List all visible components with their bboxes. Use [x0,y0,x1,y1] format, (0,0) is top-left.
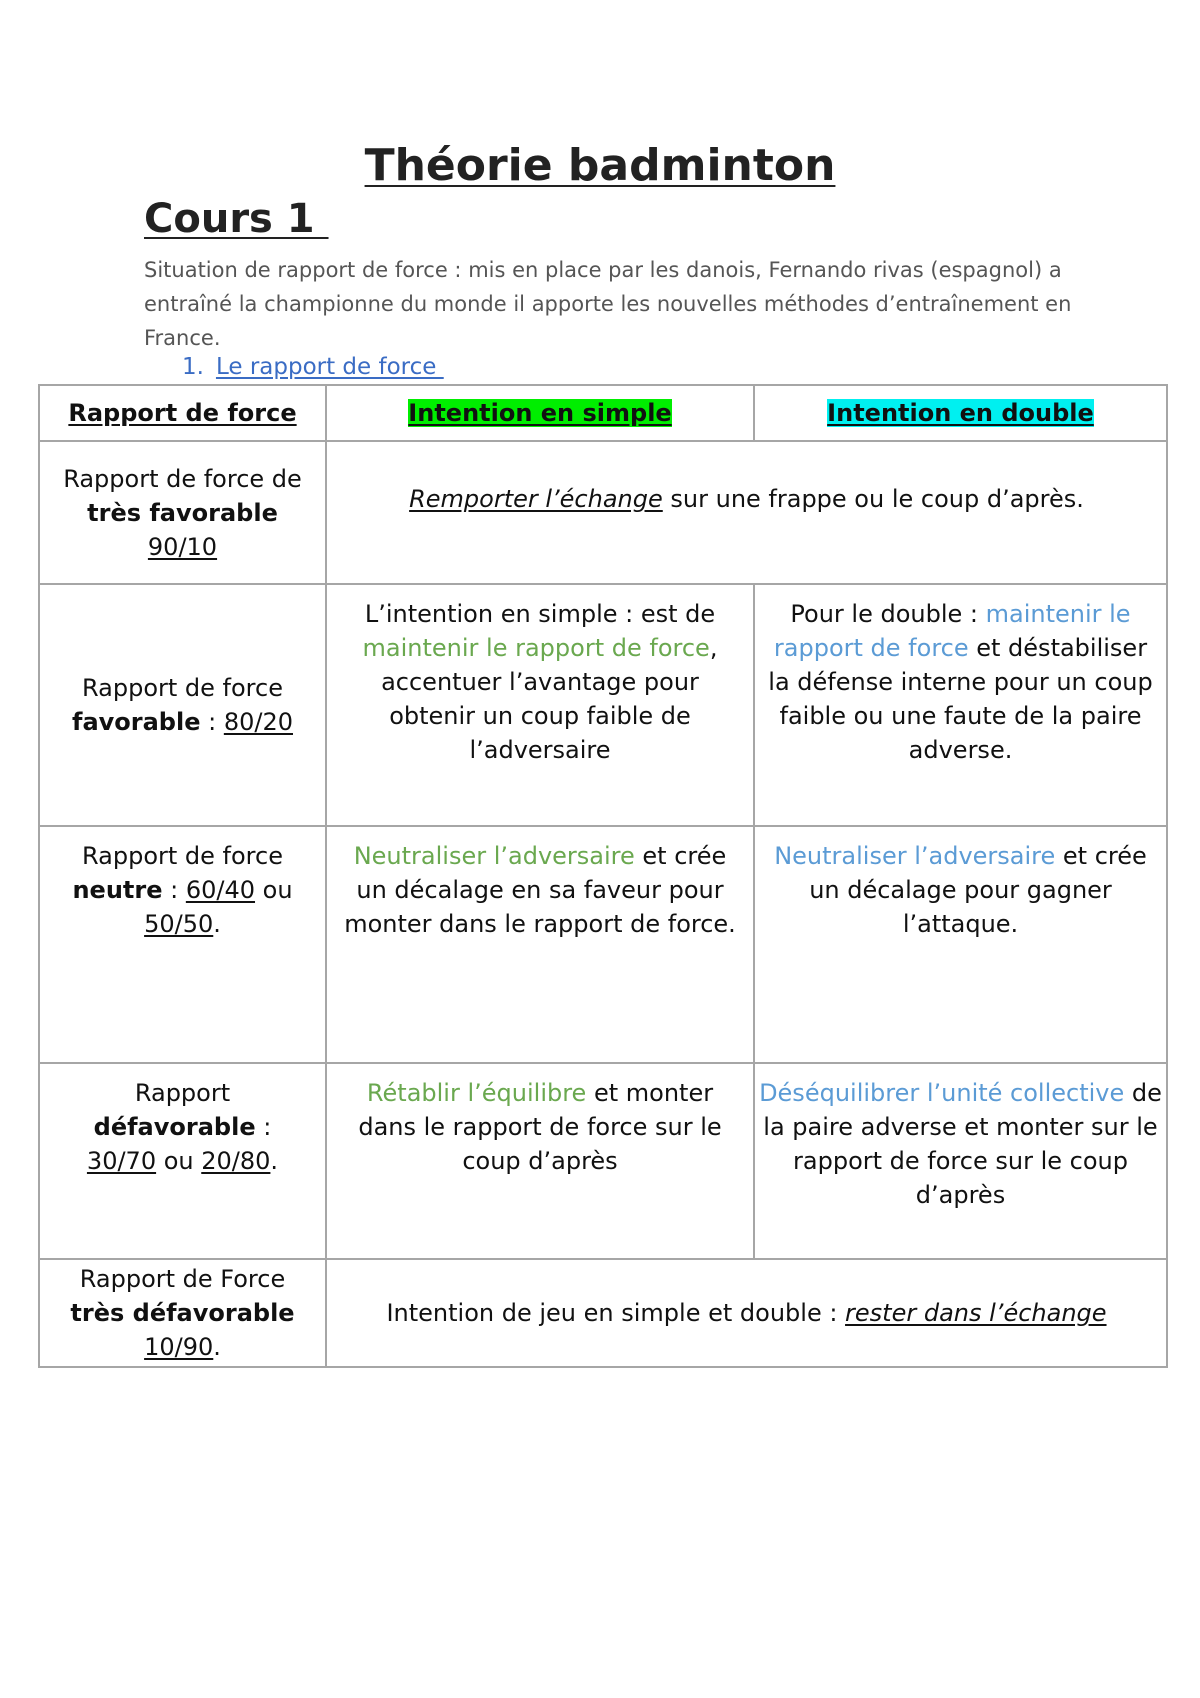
intention-simple-favorable: L’intention en simple : est de maintenir le rapport de force, accentuer l’avantage pour obtenir un coup faible de l’adversaire [326,584,754,826]
intention-simple-defavorable: Rétablir l’équilibre et monter dans le rapport de force sur le coup d’après [326,1063,754,1259]
table-row [39,1259,1167,1367]
row-label-tres-defavorable: Rapport de Force très défavorable 10/90. [39,1259,326,1367]
row-label-tres-favorable: Rapport de force de très favorable 90/10 [39,441,326,584]
table-row [39,1063,1167,1259]
intention-both-tres-favorable: Remporter l’échange sur une frappe ou le coup d’après. [326,441,1167,584]
row-label-defavorable: Rapport défavorable : 30/70 ou 20/80. [39,1063,326,1259]
section-label: Le rapport de force [215,354,444,380]
intention-double-favorable: Pour le double : maintenir le rapport de force et déstabiliser la défense interne pour un coup faible ou une faute de la paire adverse. [754,584,1167,826]
table-header-row [39,385,1167,441]
intention-double-neutre: Neutraliser l’adversaire et crée un décalage pour gagner l’attaque. [754,826,1167,1063]
course-heading: Cours 1 [144,196,329,242]
table-row [39,584,1167,826]
row-label-favorable: Rapport de force favorable : 80/20 [39,584,326,826]
force-ratio-table [38,384,1168,1368]
intro-paragraph: Situation de rapport de force : mis en place par les danois, Fernando rivas (espagnol) a entraîné la championne du monde il apporte les nouvelles méthodes d’entraînement en France. [144,258,1072,350]
document-title: Théorie badminton [364,140,836,191]
table-row [39,826,1167,1063]
intention-double-defavorable: Déséquilibrer l’unité collective de la paire adverse et monter sur le rapport de force sur le coup d’après [754,1063,1167,1259]
header-simple: Intention en simple [326,385,754,441]
intention-both-tres-defavorable: Intention de jeu en simple et double : rester dans l’échange [326,1259,1167,1367]
section-heading [182,354,444,380]
row-label-neutre: Rapport de force neutre : 60/40 ou 50/50. [39,826,326,1063]
header-rapport: Rapport de force [39,385,326,441]
section-number: 1. [182,354,204,380]
table-row [39,441,1167,584]
intention-simple-neutre: Neutraliser l’adversaire et crée un décalage en sa faveur pour monter dans le rapport de force. [326,826,754,1063]
header-double: Intention en double [754,385,1167,441]
